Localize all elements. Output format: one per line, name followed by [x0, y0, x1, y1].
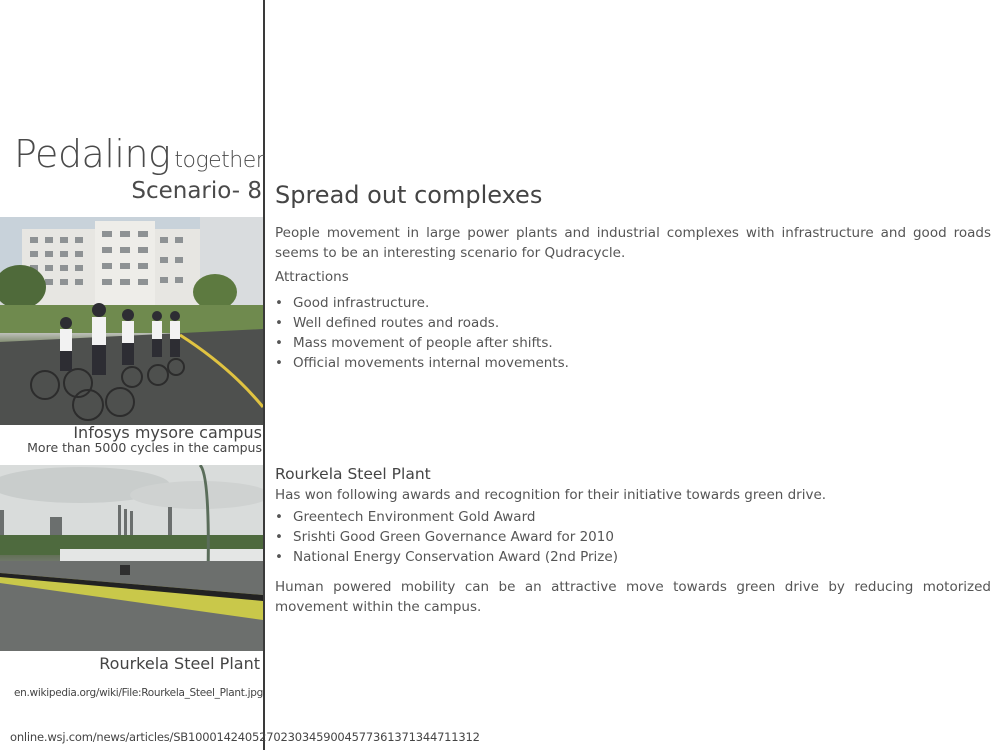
list-item: • Greentech Environment Gold Award: [275, 507, 618, 527]
footer-source-link[interactable]: online.wsj.com/news/articles/SB10001424052702303459004577361371344711312: [10, 730, 480, 744]
title-main-word: Pedaling: [14, 132, 171, 176]
rourkela-heading: Rourkela Steel Plant: [275, 465, 431, 483]
list-item: • Mass movement of people after shifts.: [275, 333, 569, 353]
rourkela-steel-plant-photo: [0, 465, 263, 651]
photo-source-link[interactable]: en.wikipedia.org/wiki/File:Rourkela_Steel_Plant.jpg: [14, 687, 263, 699]
page-title: [14, 132, 264, 176]
awards-list: [275, 507, 618, 567]
photo-caption-infosys: Infosys mysore campus: [73, 423, 262, 442]
title-suffix: together: [174, 148, 265, 173]
list-item: • Official movements internal movements.: [275, 353, 569, 373]
photo-caption-rourkela: Rourkela Steel Plant: [99, 654, 260, 673]
list-item: • Well defined routes and roads.: [275, 313, 569, 333]
list-item: • Srishti Good Green Governance Award for 2010: [275, 527, 618, 547]
list-item: • Good infrastructure.: [275, 293, 569, 313]
intro-paragraph: People movement in large power plants and industrial complexes with infrastructure and good roads seems to be an interesting scenario for Qudracycle.: [275, 225, 991, 261]
conclusion-paragraph: Human powered mobility can be an attractive move towards green drive by reducing motorized movement within the campus.: [275, 579, 991, 615]
attractions-list: [275, 293, 569, 373]
attractions-label: Attractions: [275, 269, 349, 285]
campus-photo-illustration: [0, 217, 263, 425]
list-item: • National Energy Conservation Award (2nd Prize): [275, 547, 618, 567]
photo-subcaption-infosys: More than 5000 cycles in the campus: [27, 440, 262, 455]
section-heading: Spread out complexes: [275, 181, 543, 209]
infosys-campus-photo: [0, 217, 263, 425]
rourkela-intro: Has won following awards and recognition for their initiative towards green drive.: [275, 487, 827, 503]
vertical-divider: [263, 0, 265, 750]
scenario-label: Scenario- 8: [131, 178, 262, 204]
steel-plant-photo-illustration: [0, 465, 263, 651]
